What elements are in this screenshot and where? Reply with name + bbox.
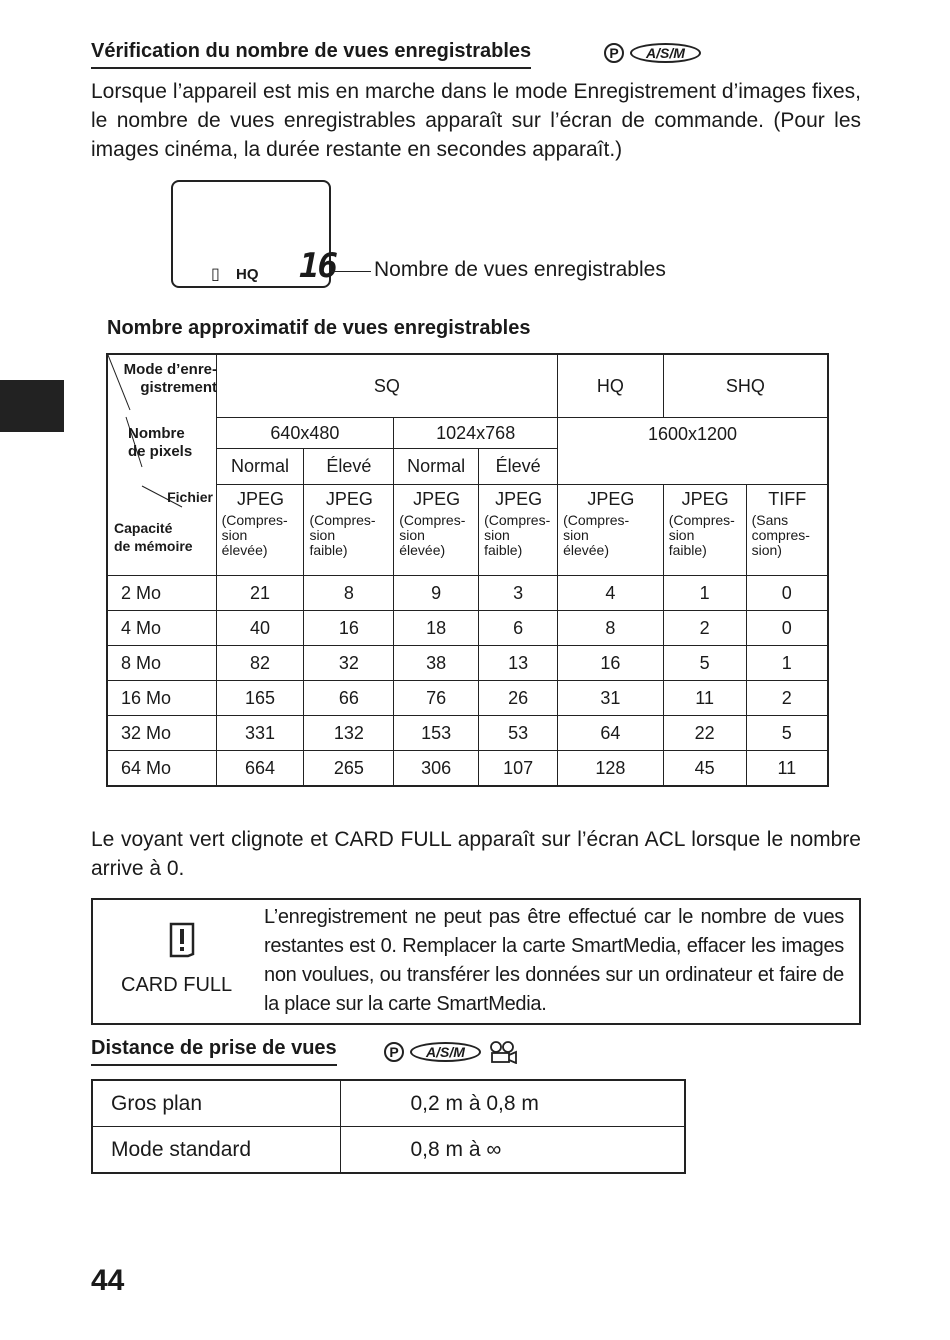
table-cell: 2 [663,611,746,646]
section-title-verification [91,40,531,69]
card-full-intro: Le voyant vert clignote et CARD FULL apparaît sur l’écran ACL lorsque le nombre arrive à 0. [91,828,861,880]
resolution-1600: 1600x1200 [558,418,828,485]
mode-shq: SHQ [663,354,828,418]
format-type: JPEG [237,489,285,509]
capacity-label: 8 Mo [107,646,216,681]
table-cell: 76 [394,681,479,716]
movie-camera-icon [487,1040,519,1064]
table-cell: 0 [746,576,828,611]
table-cell: 38 [394,646,479,681]
table-cell: 306 [394,751,479,787]
mode-hq: HQ [558,354,664,418]
table-cell: 153 [394,716,479,751]
format-cell [479,485,558,576]
format-desc: (Compres- sion élevée) [399,512,466,558]
program-mode-icon: P [384,1042,404,1062]
capacity-table [106,353,829,787]
quality-normal: Normal [394,449,479,485]
lcd-frame-count: 16 [299,246,336,286]
distance-label: Gros plan [92,1080,340,1127]
card-full-indicator [93,900,273,1023]
table-cell: 664 [216,751,304,787]
capacity-label: 2 Mo [107,576,216,611]
table-cell: 22 [663,716,746,751]
format-cell [746,485,828,576]
quality-eleve: Élevé [479,449,558,485]
capacity-label: 16 Mo [107,681,216,716]
table-row [107,576,828,611]
table-cell: 5 [746,716,828,751]
intro-paragraph: Lorsque l’appareil est mis en marche dans le mode Enregistrement d’images fixes, le nombre de vues enregistrables apparaît sur l’écran de commande. (Pour les images cinéma, la durée restante en secondes apparaît.) [91,80,861,161]
format-desc: (Sans compres- sion) [751,512,810,558]
table-cell: 4 [558,576,664,611]
battery-icon: ▯ [211,266,220,283]
table-row [92,1127,685,1174]
page-number: 44 [91,1264,125,1297]
table-cell: 18 [394,611,479,646]
card-full-text: L’enregistrement ne peut pas être effectué car le nombre de vues restantes est 0. Remplacer la carte SmartMedia, effacer les images non voulues, ou transférer les données sur un ordinateur et faire de la place sur la carte SmartMedia. [264,906,844,1015]
card-full-box [91,898,861,1025]
corner-file-label: Fichier [167,489,213,505]
table-cell: 8 [558,611,664,646]
table-cell: 32 [304,646,394,681]
resolution-640: 640x480 [216,418,394,449]
table-cell: 8 [304,576,394,611]
distance-value: 0,8 m à ∞ [340,1127,685,1174]
table-cell: 31 [558,681,664,716]
format-cell [216,485,304,576]
table-cell: 82 [216,646,304,681]
corner-capacity-label: Capacité de mémoire [114,520,193,554]
table-cell: 2 [746,681,828,716]
distance-table [91,1079,686,1174]
format-cell [558,485,664,576]
section-title-distance [91,1037,337,1066]
table-cell: 331 [216,716,304,751]
table-corner-header [107,354,216,576]
callout-line [331,271,371,272]
format-desc: (Compres- sion faible) [309,512,376,558]
capacity-label: 32 Mo [107,716,216,751]
table-cell: 66 [304,681,394,716]
mode-icons [604,43,701,63]
resolution-1024: 1024x768 [394,418,558,449]
format-desc: (Compres- sion élevée) [563,512,630,558]
table-cell: 5 [663,646,746,681]
table-row [107,716,828,751]
lcd-quality: HQ [236,266,259,283]
table-row [107,646,828,681]
table-row [107,751,828,787]
table-cell: 9 [394,576,479,611]
format-type: TIFF [768,489,807,509]
table-cell: 128 [558,751,664,787]
corner-mode-label: Mode d’enre- gistrement [123,361,217,396]
format-type: JPEG [495,489,543,509]
format-cell [304,485,394,576]
table-cell: 1 [746,646,828,681]
table-cell: 13 [479,646,558,681]
corner-pixels-label: Nombre de pixels [128,425,193,460]
table-row [107,681,828,716]
table-cell: 16 [558,646,664,681]
quality-normal: Normal [216,449,304,485]
table-cell: 16 [304,611,394,646]
mode-icons [384,1040,519,1064]
table-row [92,1080,685,1127]
capacity-label: 4 Mo [107,611,216,646]
table-cell: 3 [479,576,558,611]
table-cell: 107 [479,751,558,787]
table-cell: 26 [479,681,558,716]
table-cell: 11 [746,751,828,787]
table-cell: 265 [304,751,394,787]
format-cell [394,485,479,576]
table-cell: 64 [558,716,664,751]
chapter-tab [0,380,64,432]
format-type: JPEG [587,489,635,509]
section-title-text: Vérification du nombre de vues enregistrables [91,40,531,69]
table-cell: 11 [663,681,746,716]
distance-value: 0,2 m à 0,8 m [340,1080,685,1127]
distance-label: Mode standard [92,1127,340,1174]
format-desc: (Compres- sion faible) [484,512,551,558]
card-full-label: CARD FULL [121,974,233,996]
asm-mode-icon: A/S/M [630,43,701,63]
table-cell: 1 [663,576,746,611]
table-cell: 165 [216,681,304,716]
quality-eleve: Élevé [304,449,394,485]
program-mode-icon: P [604,43,624,63]
table-cell: 21 [216,576,304,611]
card-warning-icon [169,922,195,958]
format-desc: (Compres- sion élevée) [221,512,288,558]
table-cell: 132 [304,716,394,751]
mode-sq: SQ [216,354,557,418]
table-cell: 0 [746,611,828,646]
table-title: Nombre approximatif de vues enregistrables [107,317,531,339]
asm-mode-icon: A/S/M [410,1042,481,1062]
format-type: JPEG [325,489,373,509]
table-row [107,611,828,646]
format-type: JPEG [681,489,729,509]
format-cell [663,485,746,576]
capacity-label: 64 Mo [107,751,216,787]
section-title-text: Distance de prise de vues [91,1037,337,1066]
callout-label: Nombre de vues enregistrables [374,258,666,281]
control-panel-lcd [171,180,336,288]
format-desc: (Compres- sion faible) [668,512,735,558]
table-cell: 6 [479,611,558,646]
table-cell: 40 [216,611,304,646]
format-type: JPEG [413,489,461,509]
table-cell: 45 [663,751,746,787]
table-cell: 53 [479,716,558,751]
